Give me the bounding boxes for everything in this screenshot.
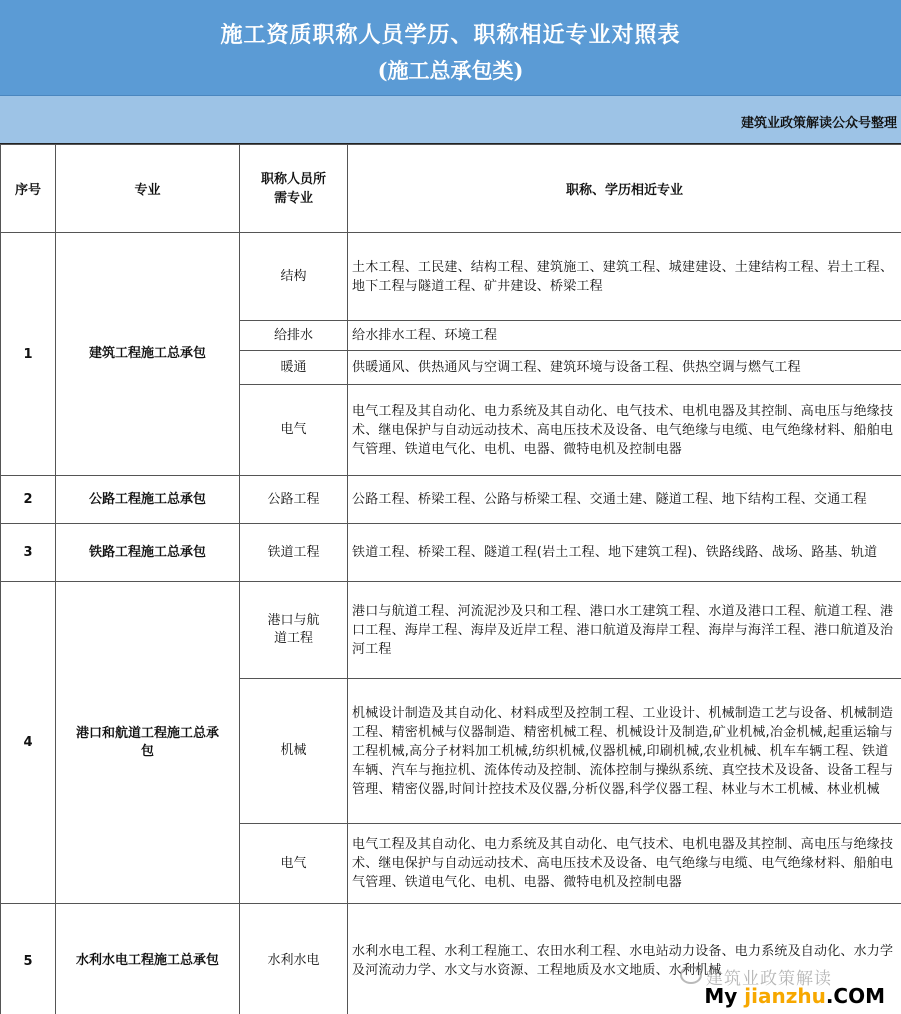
required-major: 暖通 — [240, 351, 348, 385]
related-majors: 电气工程及其自动化、电力系统及其自动化、电气技术、电机电器及其控制、高电压与绝缘技术、继电保护与自动远动技术、高电压技术及设备、电气绝缘与电缆、电气绝缘材料、船舶电气管理、铁道电气化、电机、电器、微特电机及控制电器 — [348, 824, 901, 904]
required-major: 电气 — [240, 824, 348, 904]
row-major: 水利水电工程施工总承包 — [56, 904, 240, 1014]
row-number: 5 — [1, 904, 56, 1014]
related-majors: 土木工程、工民建、结构工程、建筑施工、建筑工程、城建建设、土建结构工程、岩土工程、地下工程与隧道工程、矿井建设、桥梁工程 — [348, 233, 901, 321]
row-major: 港口和航道工程施工总承包 — [56, 582, 240, 904]
row-major: 公路工程施工总承包 — [56, 476, 240, 524]
header-required: 职称人员所需专业 — [240, 145, 348, 233]
watermark-text: 建筑业政策解读 — [706, 969, 832, 989]
document-header — [0, 0, 901, 96]
required-major: 给排水 — [240, 321, 348, 351]
required-major: 机械 — [240, 679, 348, 824]
table-row — [1, 582, 901, 679]
header-related: 职称、学历相近专业 — [348, 145, 901, 233]
row-major: 建筑工程施工总承包 — [56, 233, 240, 476]
related-majors: 给水排水工程、环境工程 — [348, 321, 901, 351]
table-row — [1, 476, 901, 524]
related-majors: 港口与航道工程、河流泥沙及只和工程、港口水工建筑工程、水道及港口工程、航道工程、港口工程、海岸工程、海岸及近岸工程、港口航道及海岸工程、海岸与海洋工程、港口航道及治河工程 — [348, 582, 901, 679]
required-major: 电气 — [240, 385, 348, 476]
related-majors: 机械设计制造及其自动化、材料成型及控制工程、工业设计、机械制造工艺与设备、机械制造工程、精密机械与仪器制造、精密机械工程、机械设计及制造,矿业机械,冶金机械,起重运输与工程机械,高分子材料加工机械,纺织机械,仪器机械,印刷机械,农业机械、机车车辆工程、铁道车辆、汽车与拖拉机、流体传动及控制、流体控制与操纵系统、真空技术及设备、设备工程与管理、精密仪器,时间计控技术及仪器,分析仪器,科学仪器工程、林业与木工机械、林业机械 — [348, 679, 901, 824]
related-majors: 公路工程、桥梁工程、公路与桥梁工程、交通土建、隧道工程、地下结构工程、交通工程 — [348, 476, 901, 524]
required-major: 铁道工程 — [240, 524, 348, 582]
required-major: 水利水电 — [240, 904, 348, 1014]
related-majors: 水利水电工程、水利工程施工、农田水利工程、水电站动力设备、电力系统及自动化、水力学及河流动力学、水文与水资源、工程地质及水文地质、水利机械 — [348, 904, 901, 1014]
row-number: 4 — [1, 582, 56, 904]
table-row — [1, 233, 901, 321]
row-number: 3 — [1, 524, 56, 582]
required-major: 公路工程 — [240, 476, 348, 524]
comparison-table — [0, 144, 901, 1014]
wechat-icon — [680, 966, 702, 984]
required-major: 港口与航道工程 — [240, 582, 348, 679]
header-no: 序号 — [1, 145, 56, 233]
row-number: 2 — [1, 476, 56, 524]
site-logo: My jianzhu.COM — [704, 984, 885, 1008]
required-major: 结构 — [240, 233, 348, 321]
watermark — [676, 962, 891, 1010]
credit-text: 建筑业政策解读公众号整理 — [740, 116, 897, 131]
credit-bar — [0, 96, 901, 144]
related-majors: 电气工程及其自动化、电力系统及其自动化、电气技术、电机电器及其控制、高电压与绝缘技术、继电保护与自动远动技术、高电压技术及设备、电气绝缘与电缆、电气绝缘材料、船舶电气管理、铁道电气化、电机、电器、微特电机及控制电器 — [348, 385, 901, 476]
document-title: 施工资质职称人员学历、职称相近专业对照表 — [220, 22, 681, 48]
header-major: 专业 — [56, 145, 240, 233]
row-major: 铁路工程施工总承包 — [56, 524, 240, 582]
table-row — [1, 524, 901, 582]
row-number: 1 — [1, 233, 56, 476]
document-subtitle: (施工总承包类) — [377, 58, 524, 83]
table-header-row — [1, 145, 901, 233]
related-majors: 供暖通风、供热通风与空调工程、建筑环境与设备工程、供热空调与燃气工程 — [348, 351, 901, 385]
related-majors: 铁道工程、桥梁工程、隧道工程(岩土工程、地下建筑工程)、铁路线路、战场、路基、轨道 — [348, 524, 901, 582]
